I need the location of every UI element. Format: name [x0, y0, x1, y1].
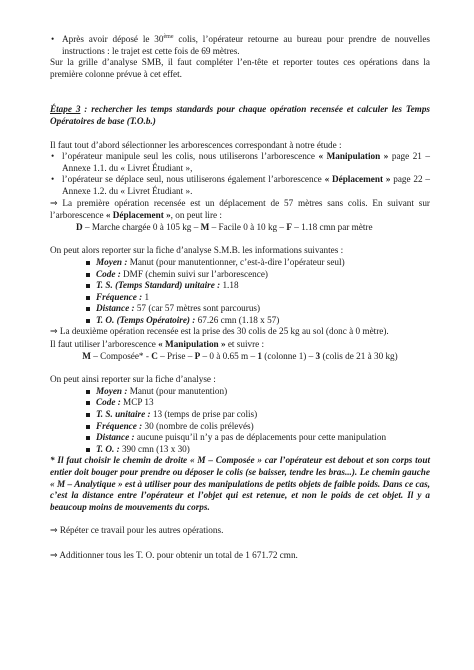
- report1-intro: On peut alors reporter sur la fiche d’analyse S.M.B. les informations suivantes :: [50, 245, 344, 256]
- select-bullet-manipulation: • l’opérateur manipule seul les colis, nous utiliserons l’arborescence « Manipulation » page 21 – Annexe 1.1. du « Livret Étudiant »,: [50, 151, 430, 174]
- list-item: T. S. (Temps Standard) unitaire : 1.18: [86, 280, 430, 292]
- report2-intro: On peut ainsi reporter sur la fiche d’analyse :: [50, 374, 216, 385]
- report2-list: [50, 386, 430, 456]
- select-bullet-deplacement: • l’opérateur se déplace seul, nous utiliserons également l’arborescence « Déplacement » page 22 – Annexe 1.2. du « Livret Étudiant ».: [50, 174, 430, 197]
- list-item: Code : MCP 13: [86, 397, 430, 409]
- op1-paragraph: ⇒ La première opération recensée est un déplacement de 57 mètres sans colis. En suivant sur l’arborescence « Déplacement », on peut lire :: [50, 197, 430, 221]
- select-intro: Il faut tout d’abord sélectionner les arborescences correspondant à notre étude :: [50, 139, 342, 150]
- arrow-icon: ⇒: [50, 327, 58, 338]
- total-instruction: ⇒ Additionner tous les T. O. pour obtenir un total de 1 671.72 cmn.: [50, 549, 298, 561]
- arrow-icon: ⇒: [50, 198, 58, 209]
- repeat-instruction: ⇒ Répéter ce travail pour les autres opérations.: [50, 525, 224, 537]
- list-item: Fréquence : 1: [86, 292, 430, 304]
- step3-heading: Étape 3 : rechercher les temps standards pour chaque opération recensée et calculer les Temps Opératoires de base (T.O.b.): [50, 104, 430, 126]
- select-bullet-list: [50, 151, 430, 197]
- list-item: T. O. : 390 cmn (13 x 30): [86, 444, 430, 456]
- intro-bullet-list: [50, 34, 430, 57]
- list-item: Distance : 57 (car 57 mètres sont parcourus): [86, 303, 430, 315]
- op1-path: D – Marche chargée 0 à 105 kg – M – Facile 0 à 10 kg – F – 1.18 cmn par mètre: [76, 221, 373, 232]
- list-item: T. O. (Temps Opératoire) : 67.26 cmn (1.18 x 57): [86, 315, 430, 327]
- choice-note: * Il faut choisir le chemin de droite « M – Composée » car l’opérateur est debout et son corps tout entier doit bouger pour prendre ou déposer le colis (se baisser, tendre les bras...). Le chemin gauche « M – Analytique » est à utiliser pour des manipulations de petits objets de faible poids. Dans ce cas, c’est la distance entre l’opérateur et l’objet qui est retenue, et non le poids de cet objet. Il y a beaucoup moins de mouvements du corps.: [50, 455, 430, 512]
- list-item: Moyen : Manut (pour manutentionner, c’est-à-dire l’opérateur seul): [86, 257, 430, 269]
- op2-path: M – Composée* - C – Prise – P – 0 à 0.65 m – 1 (colonne 1) – 3 (colis de 21 à 30 kg): [82, 350, 398, 361]
- op2-line1: ⇒ La deuxième opération recensée est la prise des 30 colis de 25 kg au sol (donc à 0 mètre).: [50, 326, 389, 338]
- document-page: [50, 34, 430, 563]
- intro-bullet: • Après avoir déposé le 30ème colis, l’opérateur retourne au bureau pour prendre de nouvelles instructions : le trajet est cette fois de 69 mètres.: [50, 34, 430, 57]
- arrow-icon: ⇒: [50, 550, 58, 561]
- list-item: Distance : aucune puisqu’il n’y a pas de déplacements pour cette manipulation: [86, 432, 430, 444]
- report1-list: [50, 257, 430, 327]
- arrow-icon: ⇒: [50, 526, 58, 537]
- list-item: Fréquence : 30 (nombre de colis prélevés): [86, 421, 430, 433]
- list-item: Moyen : Manut (pour manutention): [86, 386, 430, 398]
- op2-line2: Il faut utiliser l’arborescence « Manipulation » et suivre :: [50, 339, 265, 350]
- list-item: T. S. unitaire : 13 (temps de prise par colis): [86, 409, 430, 421]
- grid-paragraph: Sur la grille d’analyse SMB, il faut compléter l’en-tête et reporter toutes ces opérations dans la première colonne prévue à cet effet.: [50, 57, 430, 79]
- list-item: Code : DMF (chemin suivi sur l’arborescence): [86, 269, 430, 281]
